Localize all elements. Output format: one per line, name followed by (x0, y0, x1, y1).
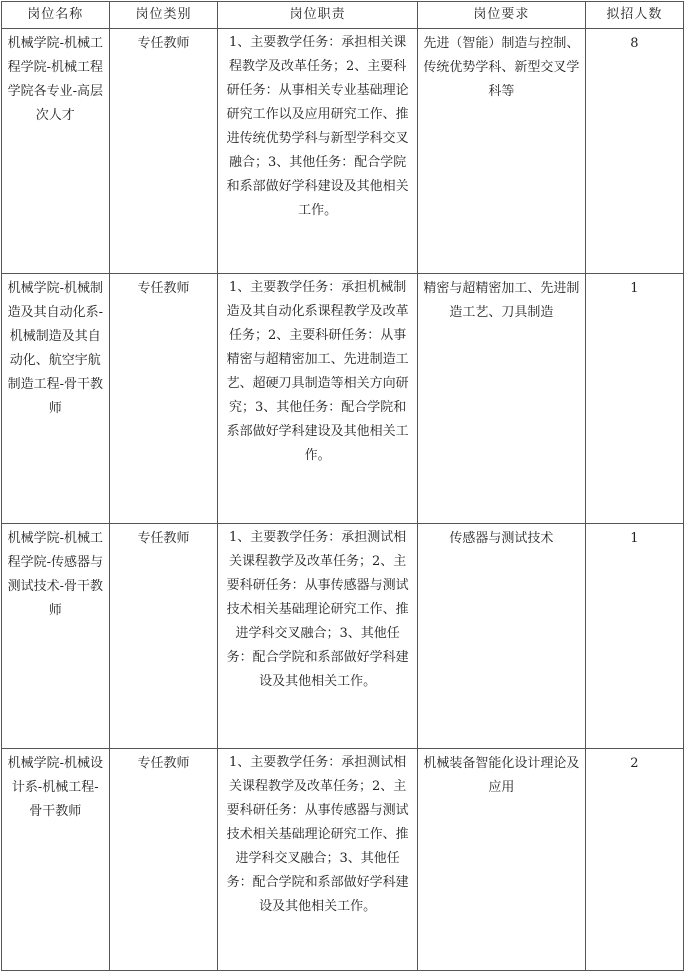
cell-requirement: 先进（智能）制造与控制、传统优势学科、新型交叉学科等 (418, 29, 586, 274)
table-row (2, 274, 684, 524)
cell-position-name: 机械学院-机械设计系-机械工程-骨干教师 (2, 749, 110, 971)
cell-position-name: 机械学院-机械工程学院-机械工程学院各专业-高层次人才 (2, 29, 110, 274)
table-row (2, 749, 684, 971)
header-row (2, 2, 684, 29)
cell-requirement: 传感器与测试技术 (418, 524, 586, 749)
header-position-duty: 岗位职责 (218, 2, 418, 29)
cell-category: 专任教师 (109, 524, 218, 749)
cell-requirement: 精密与超精密加工、先进制造工艺、刀具制造 (418, 274, 586, 524)
header-position-category: 岗位类别 (109, 2, 218, 29)
cell-count: 2 (585, 749, 683, 971)
header-position-requirement: 岗位要求 (418, 2, 586, 29)
job-table (1, 1, 684, 971)
cell-count: 1 (585, 274, 683, 524)
table-row (2, 524, 684, 749)
cell-count: 8 (585, 29, 683, 274)
cell-duty: 1、主要教学任务：承担测试相关课程教学及改革任务；2、主要科研任务：从事传感器与测试技术相关基础理论研究工作、推进学科交叉融合；3、其他任务：配合学院和系部做好学科建设及其他相关工作。 (218, 749, 418, 971)
table-row (2, 29, 684, 274)
cell-duty: 1、主要教学任务：承担机械制造及其自动化系课程教学及改革任务；2、主要科研任务：从事精密与超精密加工、先进制造工艺、超硬刀具制造等相关方向研究；3、其他任务：配合学院和系部做好学科建设及其他相关工作。 (218, 274, 418, 524)
cell-position-name: 机械学院-机械工程学院-传感器与测试技术-骨干教师 (2, 524, 110, 749)
cell-category: 专任教师 (109, 29, 218, 274)
cell-category: 专任教师 (109, 274, 218, 524)
cell-category: 专任教师 (109, 749, 218, 971)
cell-duty: 1、主要教学任务：承担测试相关课程教学及改革任务；2、主要科研任务：从事传感器与测试技术相关基础理论研究工作、推进学科交叉融合；3、其他任务：配合学院和系部做好学科建设及其他相关工作。 (218, 524, 418, 749)
header-hiring-count: 拟招人数 (585, 2, 683, 29)
cell-position-name: 机械学院-机械制造及其自动化系-机械制造及其自动化、航空宇航制造工程-骨干教师 (2, 274, 110, 524)
header-position-name: 岗位名称 (2, 2, 110, 29)
cell-requirement: 机械装备智能化设计理论及应用 (418, 749, 586, 971)
cell-duty: 1、主要教学任务：承担相关课程教学及改革任务；2、主要科研任务：从事相关专业基础理论研究工作以及应用研究工作、推进传统优势学科与新型学科交叉融合；3、其他任务：配合学院和系部做好学科建设及其他相关工作。 (218, 29, 418, 274)
cell-count: 1 (585, 524, 683, 749)
